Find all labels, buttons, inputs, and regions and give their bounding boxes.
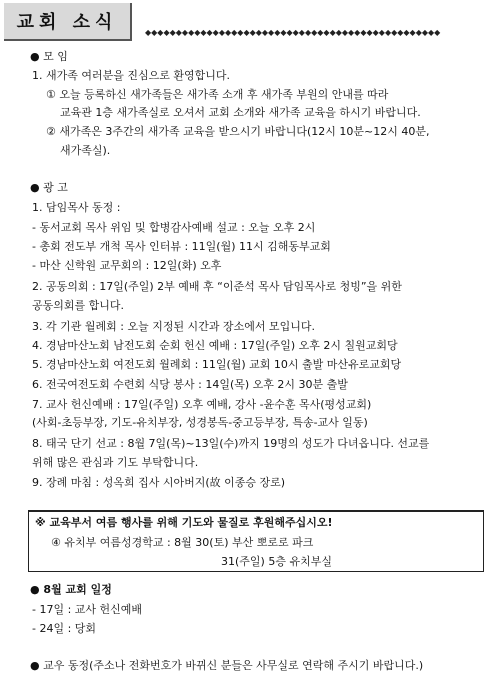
meeting-line-2: ① 오늘 등록하신 새가족들은 새가족 소개 후 새가족 부원의 안내를 따라: [46, 88, 389, 101]
schedule-item: - 24일 : 당회: [32, 622, 97, 635]
ad-item: 2. 공동의회 : 17일(주일) 2부 예배 후 “이준석 목사 담임목사로 청빙”을 위한: [32, 280, 402, 293]
ad-item: 8. 태국 단기 선교 : 8월 7일(목)~13일(수)까지 19명의 성도가 다녀옵니다. 선교를: [32, 437, 430, 450]
ad-item: 3. 각 기관 월례회 : 오늘 지정된 시간과 장소에서 모입니다.: [32, 320, 315, 333]
ad-item: 공동의회를 합니다.: [32, 299, 125, 312]
page-title: 교회 소식: [4, 3, 132, 41]
ad-item: (사회-초등부장, 기도-유치부장, 성경봉독-중고등부장, 특송-교사 일동): [32, 416, 368, 429]
ad-item: 7. 교사 헌신예배 : 17일(주일) 오후 예배, 강사 -윤수훈 목사(평성교회): [32, 398, 372, 411]
title-divider: ◆◆◆◆◆◆◆◆◆◆◆◆◆◆◆◆◆◆◆◆◆◆◆◆◆◆◆◆◆◆◆◆◆◆◆◆◆◆◆◆◆◆◆◆◆◆◆◆: [145, 28, 441, 37]
ad-item: 9. 장례 마침 : 성옥희 집사 시아버지(故 이종승 장로): [32, 476, 286, 489]
notice-line-1: ④ 유치부 여름성경학교 : 8월 30(토) 부산 뽀로로 파크: [51, 536, 314, 549]
meeting-line-3: 교육관 1층 새가족실로 오셔서 교회 소개와 새가족 교육을 하시기 바랍니다.: [60, 106, 421, 119]
schedule-heading: ● 8월 교회 일정: [30, 583, 112, 596]
meeting-line-4: ② 새가족은 3주간의 새가족 교육을 받으시기 바랍니다(12시 10분~12시 40분,: [46, 125, 430, 138]
schedule-item: - 17일 : 교사 헌신예배: [32, 603, 143, 616]
ads-heading: ● 광 고: [30, 181, 68, 194]
meeting-line-1: 1. 새가족 여러분을 진심으로 환영합니다.: [32, 69, 230, 82]
meeting-heading: ● 모 임: [30, 50, 68, 63]
ad-item: 1. 담임목사 동정 :: [32, 201, 121, 214]
ad-item: 위해 많은 관심과 기도 부탁합니다.: [32, 456, 199, 469]
ad-item: 4. 경남마산노회 남전도회 순회 헌신 예배 : 17일(주일) 오후 2시 칠원교회당: [32, 339, 398, 352]
footer-note: ● 교우 동정(주소나 전화번호가 바뀌신 분들은 사무실로 연락해 주시기 바랍니다.): [30, 659, 424, 672]
notice-line-2: 31(주일) 5층 유치부실: [221, 555, 332, 568]
notice-title: ※ 교육부서 여름 행사를 위해 기도와 물질로 후원해주십시오!: [35, 516, 333, 529]
ad-item: - 마산 신학원 교무회의 : 12일(화) 오후: [32, 259, 222, 272]
ad-item: - 총회 전도부 개척 목사 인터뷰 : 11일(월) 11시 김해동부교회: [32, 240, 331, 253]
ad-item: 5. 경남마산노회 여전도회 월례회 : 11일(월) 교회 10시 출발 마산유로교회당: [32, 358, 402, 371]
meeting-line-5: 새가족실).: [60, 144, 111, 157]
ad-item: - 동서교회 목사 위임 및 합병감사예배 설교 : 오늘 오후 2시: [32, 221, 316, 234]
ad-item: 6. 전국여전도회 수련회 식당 봉사 : 14일(목) 오후 2시 30분 출발: [32, 378, 348, 391]
notice-box: [28, 510, 484, 572]
